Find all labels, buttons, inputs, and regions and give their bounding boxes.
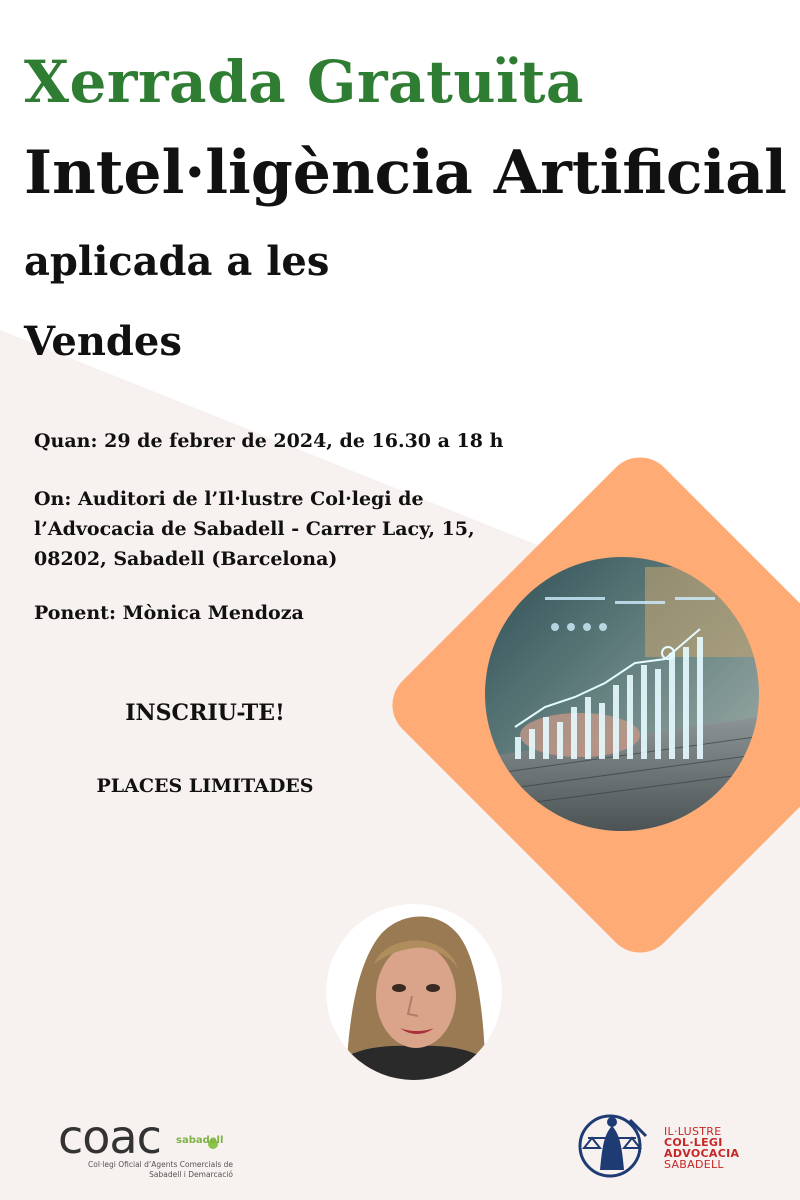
- event-eyebrow: Xerrada Gratuïta: [24, 48, 584, 116]
- justice-emblem-icon: [570, 1108, 654, 1180]
- event-subtitle-line2: Vendes: [24, 318, 182, 365]
- event-date: Quan: 29 de febrer de 2024, de 16.30 a 18 h: [34, 430, 504, 452]
- event-subtitle-line1: aplicada a les: [24, 238, 330, 285]
- icab-line4: SABADELL: [664, 1158, 724, 1171]
- icab-line3: ADVOCACIA: [664, 1147, 740, 1160]
- limited-places-note: PLACES LIMITADES: [96, 775, 314, 797]
- coac-wordmark: coac: [58, 1110, 161, 1164]
- icab-line1: IL·LUSTRE: [664, 1125, 722, 1138]
- coac-sabadell-logo: [58, 1110, 233, 1182]
- event-speaker: Ponent: Mònica Mendoza: [34, 602, 304, 624]
- icab-sabadell-logo: [570, 1108, 770, 1180]
- icab-wordmark: [664, 1126, 739, 1170]
- speaker-portrait-photo: [326, 904, 502, 1080]
- signup-link[interactable]: INSCRIU-TE!: [125, 700, 285, 726]
- laptop-analytics-photo: [485, 557, 759, 831]
- coac-city-label: sabadell: [176, 1135, 224, 1146]
- event-title: Intel·ligència Artificial: [24, 138, 787, 208]
- event-location: On: Auditori de l’Il·lustre Col·legi de l’Advocacia de Sabadell - Carrer Lacy, 15, 08202, Sabadell (Barcelona): [34, 488, 475, 570]
- icab-line2: COL·LEGI: [664, 1136, 723, 1149]
- coac-caption: Col·legi Oficial d’Agents Comercials de Sabadell i Demarcació: [88, 1160, 233, 1179]
